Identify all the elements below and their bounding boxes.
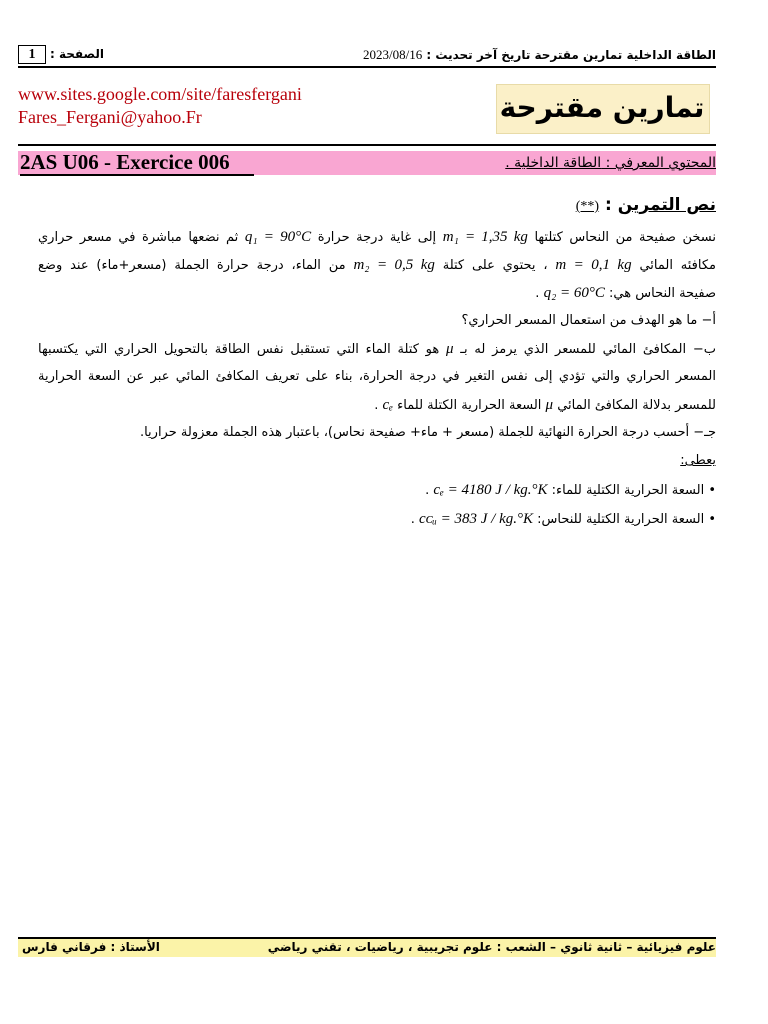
- question-b-line-2: المسعر الحراري والتي تؤدي إلى نفس التغير في درجة الحرارة، بناء على تعريف المكافئ المائي عبر عن السعة الحرارية: [38, 369, 716, 384]
- given-label: يعطى:: [680, 453, 716, 468]
- text-span: ثم نضعها مباشرة في مسعر حراري: [38, 230, 245, 245]
- question-b-line-1: [38, 340, 716, 359]
- ce-symbol: cₑ: [382, 397, 394, 413]
- text-span: ، يحتوي على كتلة: [434, 258, 556, 273]
- ce-value: cₑ = 4180 J / kg.°K: [433, 482, 548, 498]
- text-span: مكافئه المائي: [631, 258, 716, 273]
- content-topic: [505, 155, 716, 171]
- text-span: صفيحة النحاس هي:: [604, 286, 716, 301]
- text-span: .: [374, 398, 383, 413]
- text-span: من الماء، درجة حرارة الجملة (مسعر+ماء) عند وضع: [38, 258, 354, 273]
- statement-heading-text: نص التمرين: [617, 195, 716, 215]
- paragraph-line-2: [38, 256, 716, 275]
- question-a: أ− ما هو الهدف من استعمال المسعر الحراري؟: [461, 313, 716, 328]
- text-span: هو كتلة الماء التي تستقبل نفس الطاقة بالتحويل الحراري التي يكتسبها: [38, 342, 446, 357]
- text-span: نسخن صفيحة من النحاس كتلتها: [527, 230, 717, 245]
- site-url-link[interactable]: www.sites.google.com/site/faresfergani: [18, 84, 302, 104]
- mass-m2: m₂ = 0,5 kg: [353, 257, 435, 273]
- question-b-line-3: [374, 396, 716, 415]
- footer-subject: علوم فيزيائية – ثانية ثانوي – الشعب : علوم تجريبية ، رياضيات ، تقني رياضي: [267, 940, 716, 954]
- question-c: جـ− أحسب درجة الحرارة النهائية للجملة (مسعر + ماء+ صفيحة نحاس)، باعتبار هذه الجملة معزولة حراريا.: [139, 425, 716, 440]
- water-equivalent-m: m = 0,1 kg: [555, 257, 632, 273]
- paragraph-line-1: [38, 228, 716, 247]
- content-topic-value: الطاقة الداخلية .: [505, 155, 602, 171]
- mu-symbol: μ: [545, 397, 554, 413]
- difficulty-stars: (**): [575, 199, 600, 214]
- breadcrumb-text: الطاقة الداخلية تمارين مقترحة تاريخ آخر تحديث :: [422, 48, 716, 62]
- header-breadcrumb: [363, 47, 716, 63]
- text-span: .: [425, 483, 434, 498]
- update-date: 2023/08/16: [362, 47, 423, 62]
- email-link[interactable]: Fares_Fergani@yahoo.Fr: [18, 107, 202, 127]
- mu-symbol: μ: [445, 341, 454, 357]
- text-span: • السعة الحرارية الكتلية للماء:: [547, 483, 716, 498]
- temperature-q2: q₂ = 60°C: [543, 285, 605, 301]
- given-water-heat-capacity: [425, 481, 716, 500]
- ccu-value: cᴄᵤ = 383 J / kg.°K: [419, 511, 533, 527]
- mass-m1: m₁ = 1,35 kg: [442, 229, 528, 245]
- content-topic-label: المحتوي المعرفي :: [601, 155, 716, 171]
- page-label: الصفحة :: [50, 47, 104, 61]
- text-span: إلى غاية درجة حرارة: [311, 230, 443, 245]
- text-span: .: [535, 286, 544, 301]
- statement-heading: [576, 196, 716, 216]
- heading-colon: :: [599, 195, 618, 215]
- text-span: .: [410, 512, 420, 527]
- exercise-code-underline: [20, 174, 254, 176]
- footer-teacher: الأستاذ : فرقاني فارس: [22, 940, 160, 954]
- paragraph-line-3: [535, 284, 716, 303]
- text-span: للمسعر بدلالة المكافئ المائي: [553, 398, 716, 413]
- title-divider: [18, 144, 716, 146]
- given-copper-heat-capacity: [411, 510, 716, 529]
- header-divider: [18, 66, 716, 68]
- exercise-code: 2AS U06 - Exercice 006: [20, 150, 230, 174]
- text-span: ب− المكافئ المائي للمسعر الذي يرمز له بـ: [453, 342, 716, 357]
- page-title: تمارين مقترحة: [499, 91, 705, 124]
- page-number: 1: [18, 45, 46, 64]
- temperature-q1: q₁ = 90°C: [244, 229, 312, 245]
- text-span: • السعة الحرارية الكتلية للنحاس:: [532, 512, 716, 527]
- text-span: السعة الحرارية الكتلة للماء: [393, 398, 546, 413]
